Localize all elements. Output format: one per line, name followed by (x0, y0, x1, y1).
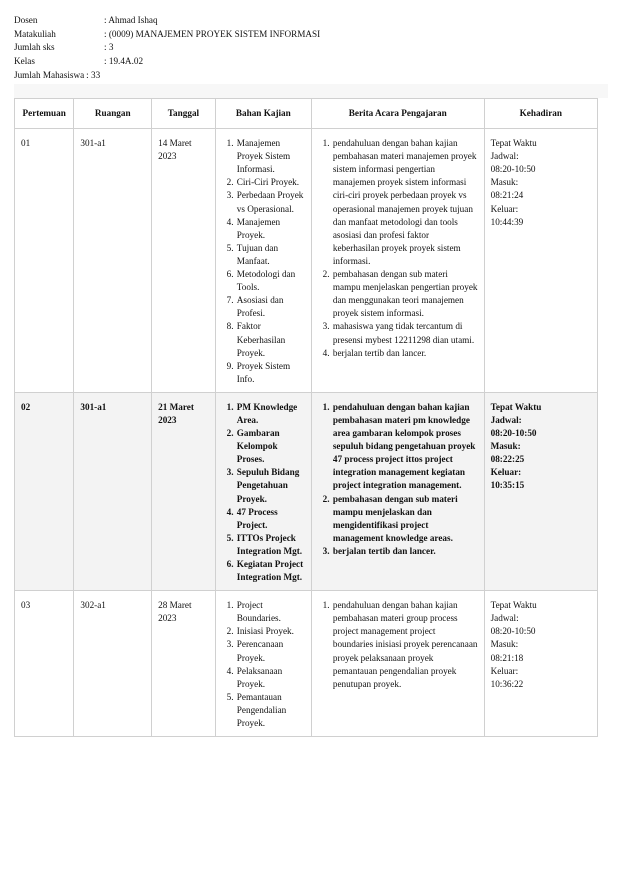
keluar-value: 10:35:15 (490, 480, 525, 491)
keluar-value: 10:44:39 (490, 216, 524, 227)
table-header-row (15, 99, 598, 129)
keluar-label: Keluar: (490, 665, 519, 676)
jadwal-label: Jadwal: (490, 151, 519, 162)
bahan-kajian-item: 4. Manajemen Proyek. (236, 216, 305, 242)
bahan-kajian-item: 6. Metodologi dan Tools. (236, 268, 305, 294)
masuk-label: Masuk: (490, 441, 521, 452)
sks-row (14, 41, 320, 55)
dosen-value: : Ahmad Ishaq (104, 15, 158, 25)
course-info (14, 14, 320, 82)
keluar-value: 10:36:22 (490, 678, 524, 689)
masuk-label: Masuk: (490, 177, 519, 188)
col-ruangan: Ruangan (74, 99, 152, 129)
bahan-kajian-item: 5. Pemantauan Pengendalian Proyek. (236, 691, 305, 730)
dosen-row (14, 14, 320, 28)
ruangan-cell: 301-a1 (74, 392, 152, 590)
kehadiran-status: Tepat Waktu (490, 600, 537, 611)
bahan-kajian-item: 3. Sepuluh Bidang Pengetahuan Proyek. (236, 466, 305, 505)
pertemuan-cell: 03 (15, 591, 74, 737)
header-shade (14, 84, 608, 98)
pertemuan-cell: 02 (15, 392, 74, 590)
jadwal-label: Jadwal: (490, 414, 522, 425)
berita-acara-cell (311, 591, 484, 737)
ruangan-cell: 302-a1 (74, 591, 152, 737)
masuk-label: Masuk: (490, 639, 519, 650)
bahan-kajian-item: 1. Manajemen Proyek Sistem Informasi. (236, 137, 305, 176)
bahan-kajian-cell (215, 591, 311, 737)
bahan-kajian-item: 7. Asosiasi dan Profesi. (236, 294, 305, 320)
bahan-kajian-item: 3. Perencanaan Proyek. (236, 638, 305, 664)
bahan-kajian-item: 6. Kegiatan Project Integration Mgt. (236, 558, 305, 584)
berita-acara-item: 4. berjalan tertib dan lancer. (332, 347, 478, 360)
kelas-label: Kelas (14, 56, 35, 67)
mahasiswa-label: Jumlah Mahasiswa (14, 69, 85, 80)
bahan-kajian-cell-list (222, 401, 305, 584)
col-pertemuan: Pertemuan (15, 99, 74, 129)
matakuliah-value: : (0009) MANAJEMEN PROYEK SISTEM INFORMASI (104, 28, 321, 39)
keluar-label: Keluar: (490, 467, 522, 478)
berita-acara-cell (311, 129, 484, 393)
bahan-kajian-item: 2. Inisiasi Proyek. (236, 625, 305, 638)
bahan-kajian-item: 9. Proyek Sistem Info. (236, 360, 305, 386)
ruangan-cell: 301-a1 (74, 129, 152, 393)
bahan-kajian-item: 3. Perbedaan Proyek vs Operasional. (236, 189, 305, 215)
bahan-kajian-cell-list (222, 599, 305, 730)
jadwal-value: 08:20-10:50 (490, 626, 536, 637)
kehadiran-status: Tepat Waktu (490, 138, 537, 149)
berita-acara-cell-list (318, 401, 478, 558)
kehadiran-cell (484, 392, 597, 590)
keluar-label: Keluar: (490, 203, 519, 214)
sks-value: : 3 (104, 42, 114, 53)
berita-acara-item: 2. pembahasan dengan sub materi mampu menjelaskan dan mengidentifikasi project management knowledge areas. (332, 493, 478, 545)
table-row (15, 129, 598, 393)
bahan-kajian-cell (215, 392, 311, 590)
masuk-value: 08:21:24 (490, 190, 524, 201)
bahan-kajian-item: 4. Pelaksanaan Proyek. (236, 665, 305, 691)
col-bahan-kajian: Bahan Kajian (215, 99, 311, 129)
berita-acara-item: 3. mahasiswa yang tidak tercantum di presensi mybest 12211298 dian utami. (332, 320, 478, 346)
bahan-kajian-item: 8. Faktor Keberhasilan Proyek. (236, 320, 305, 359)
tanggal-cell: 21 Maret 2023 (152, 392, 216, 590)
col-kehadiran: Kehadiran (484, 99, 597, 129)
mahasiswa-row (14, 69, 320, 83)
pertemuan-cell: 01 (15, 129, 74, 393)
berita-acara-item: 1. pendahuluan dengan bahan kajian pembahasan materi pm knowledge area gambaran kelompok proses sepuluh bidang pengetahuan proyek 47 process project ittos project integration management kegiatan project integration management. (332, 401, 478, 493)
kelas-value: : 19.4A.02 (104, 56, 144, 67)
jadwal-value: 08:20-10:50 (490, 428, 537, 439)
berita-acara-item: 1. pendahuluan dengan bahan kajian pembahasan materi manajemen proyek sistem informasi pengertian manajemen proyek sistem informasi ciri-ciri proyek perbedaan proyek vs operasional manajemen proyek tujuan dan manfaat metodologi dan tools asosiasi dan profesi faktor keberhasilan proyek proyek sistem informasi. (332, 137, 478, 268)
berita-acara-cell-list (318, 137, 478, 360)
berita-acara-table (14, 98, 598, 737)
tanggal-cell: 28 Maret 2023 (152, 591, 216, 737)
mahasiswa-value: : 33 (86, 69, 101, 80)
bahan-kajian-item: 2. Ciri-Ciri Proyek. (236, 176, 305, 189)
table-row (15, 392, 598, 590)
col-berita-acara: Berita Acara Pengajaran (311, 99, 484, 129)
matakuliah-label: Matakuliah (14, 28, 56, 39)
jadwal-value: 08:20-10:50 (490, 164, 536, 175)
attendance-sheet (14, 98, 598, 737)
table-row (15, 591, 598, 737)
bahan-kajian-item: 2. Gambaran Kelompok Proses. (236, 427, 305, 466)
col-tanggal: Tanggal (152, 99, 216, 129)
kelas-row (14, 55, 320, 69)
masuk-value: 08:21:18 (490, 652, 524, 663)
kehadiran-cell (484, 129, 597, 393)
bahan-kajian-item: 1. PM Knowledge Area. (236, 401, 305, 427)
sks-label: Jumlah sks (14, 42, 55, 53)
bahan-kajian-item: 5. ITTOs Projeck Integration Mgt. (236, 532, 305, 558)
berita-acara-cell (311, 392, 484, 590)
bahan-kajian-cell (215, 129, 311, 393)
kehadiran-cell (484, 591, 597, 737)
masuk-value: 08:22:25 (490, 454, 525, 465)
bahan-kajian-cell-list (222, 137, 305, 386)
jadwal-label: Jadwal: (490, 613, 519, 624)
bahan-kajian-item: 4. 47 Process Project. (236, 506, 305, 532)
berita-acara-cell-list (318, 599, 478, 691)
berita-acara-item: 2. pembahasan dengan sub materi mampu menjelaskan pengertian proyek dan menggunakan teori manajemen proyek sistem informasi. (332, 268, 478, 320)
kehadiran-status: Tepat Waktu (490, 401, 542, 412)
dosen-label: Dosen (14, 15, 38, 25)
berita-acara-item: 3. berjalan tertib dan lancer. (332, 545, 478, 558)
bahan-kajian-item: 5. Tujuan dan Manfaat. (236, 242, 305, 268)
tanggal-cell: 14 Maret 2023 (152, 129, 216, 393)
matakuliah-row (14, 28, 320, 42)
bahan-kajian-item: 1. Project Boundaries. (236, 599, 305, 625)
berita-acara-item: 1. pendahuluan dengan bahan kajian pembahasan materi group process project management project boundaries inisiasi proyek perencanaan proyek pelaksanaan proyek pemantauan pengendalian proyek penutupan proyek. (332, 599, 478, 691)
